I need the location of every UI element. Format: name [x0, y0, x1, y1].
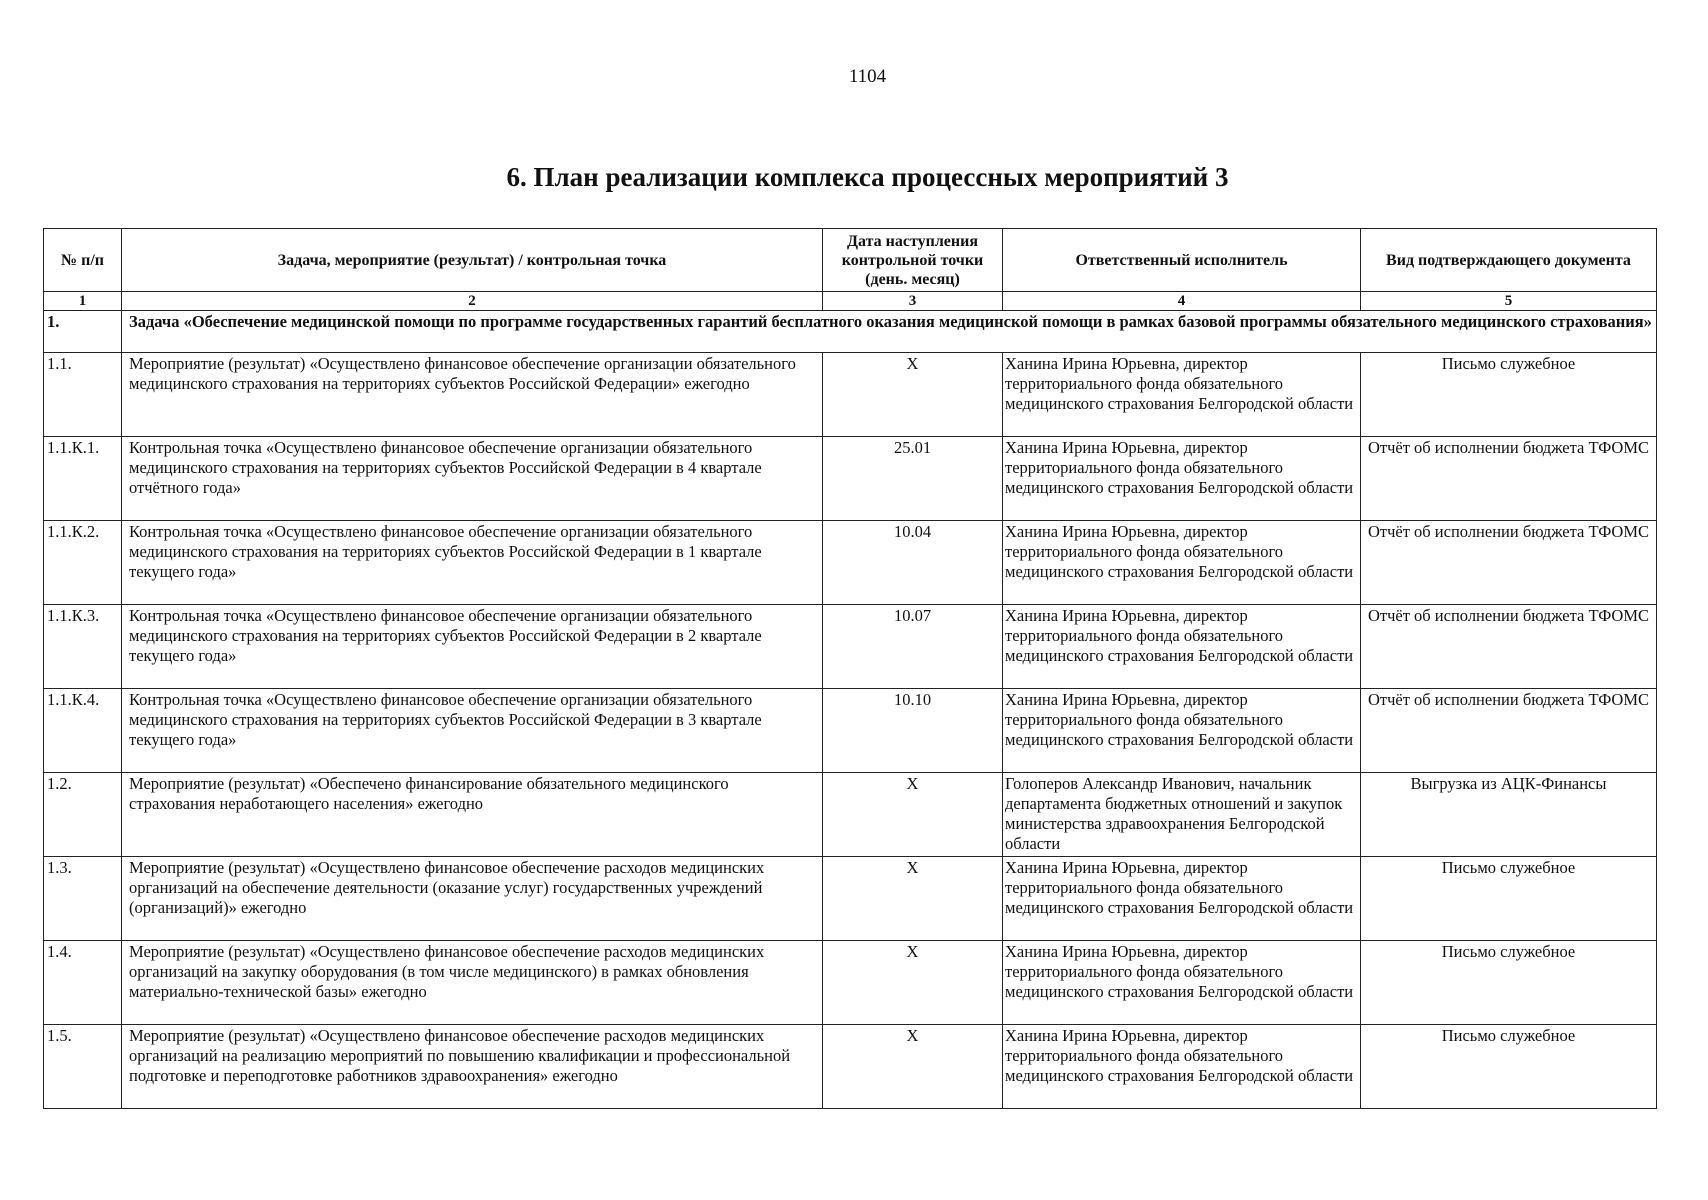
- column-number: 4: [1003, 292, 1361, 311]
- row-document: Отчёт об исполнении бюджета ТФОМС: [1361, 521, 1657, 605]
- row-date: X: [823, 773, 1003, 857]
- header-num: № п/п: [44, 229, 122, 292]
- row-number: 1.4.: [44, 941, 122, 1025]
- row-activity: Контрольная точка «Осуществлено финансовое обеспечение организации обязательного медицинского страхования на территориях субъектов Российской Федерации в 3 квартале текущего года»: [122, 689, 823, 773]
- row-executor: Ханина Ирина Юрьевна, директор территориального фонда обязательного медицинского страхования Белгородской области: [1003, 689, 1361, 773]
- plan-table: [43, 228, 1657, 1109]
- row-executor: Ханина Ирина Юрьевна, директор территориального фонда обязательного медицинского страхования Белгородской области: [1003, 941, 1361, 1025]
- task-text: Задача «Обеспечение медицинской помощи по программе государственных гарантий бесплатного оказания медицинской помощи в рамках базовой программы обязательного медицинского страхования»: [122, 311, 1657, 353]
- header-executor: Ответственный исполнитель: [1003, 229, 1361, 292]
- row-number: 1.1.К.3.: [44, 605, 122, 689]
- task-number: 1.: [44, 311, 122, 353]
- row-executor: Голоперов Александр Иванович, начальник департамента бюджетных отношений и закупок министерства здравоохранения Белгородской области: [1003, 773, 1361, 857]
- header-date: Дата наступления контрольной точки (день. месяц): [823, 229, 1003, 292]
- row-activity: Мероприятие (результат) «Обеспечено финансирование обязательного медицинского страхования неработающего населения» ежегодно: [122, 773, 823, 857]
- row-activity: Контрольная точка «Осуществлено финансовое обеспечение организации обязательного медицинского страхования на территориях субъектов Российской Федерации в 2 квартале текущего года»: [122, 605, 823, 689]
- row-executor: Ханина Ирина Юрьевна, директор территориального фонда обязательного медицинского страхования Белгородской области: [1003, 521, 1361, 605]
- row-document: Отчёт об исполнении бюджета ТФОМС: [1361, 437, 1657, 521]
- row-date: 25.01: [823, 437, 1003, 521]
- row-document: Отчёт об исполнении бюджета ТФОМС: [1361, 605, 1657, 689]
- table-body: [44, 292, 1657, 1109]
- row-date: X: [823, 941, 1003, 1025]
- table-row: [44, 1025, 1657, 1109]
- row-document: Письмо служебное: [1361, 941, 1657, 1025]
- row-date: 10.04: [823, 521, 1003, 605]
- row-number: 1.2.: [44, 773, 122, 857]
- row-date: X: [823, 1025, 1003, 1109]
- column-number: 3: [823, 292, 1003, 311]
- row-number: 1.1.К.4.: [44, 689, 122, 773]
- row-executor: Ханина Ирина Юрьевна, директор территориального фонда обязательного медицинского страхования Белгородской области: [1003, 605, 1361, 689]
- column-number: 1: [44, 292, 122, 311]
- row-activity: Мероприятие (результат) «Осуществлено финансовое обеспечение расходов медицинских организаций на закупку оборудования (в том числе медицинского) в рамках обновления материально-технической базы» ежегодно: [122, 941, 823, 1025]
- row-date: X: [823, 353, 1003, 437]
- row-document: Письмо служебное: [1361, 1025, 1657, 1109]
- table-row: [44, 773, 1657, 857]
- column-number: 5: [1361, 292, 1657, 311]
- row-number: 1.1.К.2.: [44, 521, 122, 605]
- row-executor: Ханина Ирина Юрьевна, директор территориального фонда обязательного медицинского страхования Белгородской области: [1003, 1025, 1361, 1109]
- column-number-row: [44, 292, 1657, 311]
- row-number: 1.3.: [44, 857, 122, 941]
- table-row: [44, 689, 1657, 773]
- row-date: 10.10: [823, 689, 1003, 773]
- row-date: X: [823, 857, 1003, 941]
- row-executor: Ханина Ирина Юрьевна, директор территориального фонда обязательного медицинского страхования Белгородской области: [1003, 437, 1361, 521]
- row-document: Письмо служебное: [1361, 857, 1657, 941]
- row-number: 1.5.: [44, 1025, 122, 1109]
- page-number: 1104: [848, 66, 887, 87]
- row-activity: Мероприятие (результат) «Осуществлено финансовое обеспечение расходов медицинских организаций на обеспечение деятельности (оказание услуг) государственных учреждений (организаций)» ежегодно: [122, 857, 823, 941]
- task-row: [44, 311, 1657, 353]
- table-row: [44, 521, 1657, 605]
- table-row: [44, 353, 1657, 437]
- row-number: 1.1.К.1.: [44, 437, 122, 521]
- document-title: 6. План реализации комплекса процессных мероприятий 3: [506, 162, 1229, 192]
- header-document: Вид подтверждающего документа: [1361, 229, 1657, 292]
- row-document: Письмо служебное: [1361, 353, 1657, 437]
- row-date: 10.07: [823, 605, 1003, 689]
- row-document: Выгрузка из АЦК-Финансы: [1361, 773, 1657, 857]
- row-activity: Контрольная точка «Осуществлено финансовое обеспечение организации обязательного медицинского страхования на территориях субъектов Российской Федерации в 4 квартале отчётного года»: [122, 437, 823, 521]
- table-row: [44, 605, 1657, 689]
- table-row: [44, 857, 1657, 941]
- column-number: 2: [122, 292, 823, 311]
- row-executor: Ханина Ирина Юрьевна, директор территориального фонда обязательного медицинского страхования Белгородской области: [1003, 353, 1361, 437]
- table-header: [44, 229, 1657, 292]
- row-document: Отчёт об исполнении бюджета ТФОМС: [1361, 689, 1657, 773]
- row-number: 1.1.: [44, 353, 122, 437]
- table-row: [44, 941, 1657, 1025]
- table-row: [44, 437, 1657, 521]
- row-activity: Мероприятие (результат) «Осуществлено финансовое обеспечение организации обязательного медицинского страхования на территориях субъектов Российской Федерации» ежегодно: [122, 353, 823, 437]
- header-task: Задача, мероприятие (результат) / контрольная точка: [122, 229, 823, 292]
- row-activity: Контрольная точка «Осуществлено финансовое обеспечение организации обязательного медицинского страхования на территориях субъектов Российской Федерации в 1 квартале текущего года»: [122, 521, 823, 605]
- row-executor: Ханина Ирина Юрьевна, директор территориального фонда обязательного медицинского страхования Белгородской области: [1003, 857, 1361, 941]
- row-activity: Мероприятие (результат) «Осуществлено финансовое обеспечение расходов медицинских организаций на реализацию мероприятий по повышению квалификации и профессиональной подготовке и переподготовке работников здравоохранения» ежегодно: [122, 1025, 823, 1109]
